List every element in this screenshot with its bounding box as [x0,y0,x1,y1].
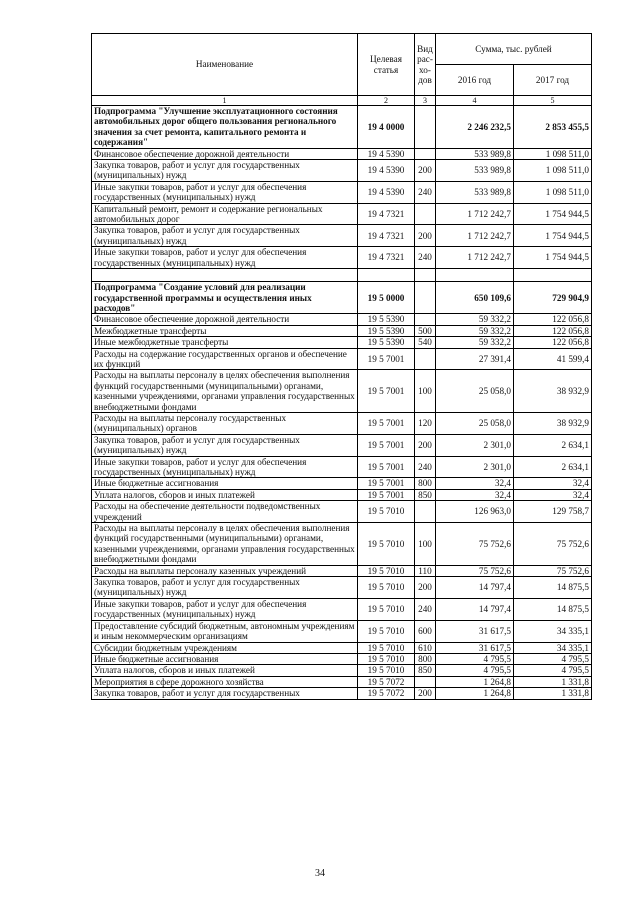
amount-2017-cell: 14 875,5 [514,577,592,599]
code-cell: 19 4 5390 [358,181,415,203]
name-cell: Иные закупки товаров, работ и услуг для обеспечения государственных (муниципальных) нужд [92,247,358,269]
amount-2017-cell: 1 331,8 [514,688,592,699]
amount-2017-cell: 122 056,8 [514,314,592,325]
code-cell: 19 5 7010 [358,565,415,576]
amount-2017-cell: 32,4 [514,489,592,500]
code-cell: 19 5 7010 [358,501,415,523]
amount-2016-cell: 32,4 [436,489,514,500]
code-cell: 19 5 7010 [358,642,415,653]
amount-2016-cell: 59 332,2 [436,325,514,336]
budget-table [91,33,592,700]
amount-2016-cell: 31 617,5 [436,642,514,653]
vid-cell: 100 [415,370,436,413]
name-cell: Уплата налогов, сборов и иных платежей [92,489,358,500]
amount-2017-cell: 2 634,1 [514,456,592,478]
amount-2016-cell: 2 246 232,5 [436,106,514,149]
name-cell: Иные межбюджетные трансферты [92,337,358,348]
code-cell: 19 5 7010 [358,577,415,599]
name-cell: Иные закупки товаров, работ и услуг для обеспечения государственных (муниципальных) нужд [92,181,358,203]
code-cell [358,269,415,282]
amount-2017-cell [514,269,592,282]
spacer-row [92,269,592,282]
amount-2016-cell: 126 963,0 [436,501,514,523]
vid-cell: 240 [415,247,436,269]
amount-2017-cell: 4 795,5 [514,665,592,676]
amount-2016-cell [436,269,514,282]
name-cell: Финансовое обеспечение дорожной деятельности [92,314,358,325]
vid-cell [415,501,436,523]
code-cell: 19 5 7001 [358,412,415,434]
name-cell: Закупка товаров, работ и услуг для государственных [92,688,358,699]
table-row [92,337,592,348]
amount-2017-cell: 1 754 944,5 [514,203,592,225]
code-cell: 19 5 7010 [358,598,415,620]
table-row [92,325,592,336]
code-cell: 19 4 5390 [358,160,415,182]
vid-cell: 110 [415,565,436,576]
table-row [92,478,592,489]
amount-2016-cell: 1 264,8 [436,676,514,687]
name-cell: Закупка товаров, работ и услуг для государственных (муниципальных) нужд [92,160,358,182]
name-cell: Субсидии бюджетным учреждениям [92,642,358,653]
table-body [92,106,592,700]
table-row [92,106,592,149]
header-year-2017: 2017 год [514,65,592,96]
page-number: 34 [315,868,325,879]
table-row [92,653,592,664]
code-cell: 19 5 7001 [358,348,415,370]
table-row [92,412,592,434]
amount-2017-cell: 2 853 455,5 [514,106,592,149]
table-row [92,523,592,566]
vid-cell: 200 [415,688,436,699]
amount-2017-cell: 32,4 [514,478,592,489]
table-row [92,620,592,642]
amount-2017-cell: 4 795,5 [514,653,592,664]
code-cell: 19 5 5390 [358,314,415,325]
vid-cell: 540 [415,337,436,348]
vid-cell: 500 [415,325,436,336]
header-vid: Вид рас-хо-дов [415,34,436,96]
name-cell: Расходы на выплаты персоналу в целях обеспечения выполнения функций государственными (муниципальными) органами, казенными учреждениями, органами управления государственных внебюджетными фондами [92,523,358,566]
vid-cell: 200 [415,225,436,247]
name-cell: Расходы на выплаты персоналу государственных (муниципальных) органов [92,412,358,434]
table-row [92,148,592,159]
table-row [92,370,592,413]
table-row [92,203,592,225]
header-name: Наименование [92,34,358,96]
amount-2017-cell: 1 098 511,0 [514,160,592,182]
column-index-5: 5 [514,96,592,106]
code-cell: 19 4 0000 [358,106,415,149]
header-sum: Сумма, тыс. рублей [436,34,592,65]
table-row [92,314,592,325]
vid-cell: 200 [415,434,436,456]
table-row [92,247,592,269]
name-cell: Капитальный ремонт, ремонт и содержание региональных автомобильных дорог [92,203,358,225]
code-cell: 19 5 7001 [358,478,415,489]
vid-cell [415,148,436,159]
amount-2016-cell: 650 109,6 [436,282,514,314]
table-row [92,676,592,687]
amount-2017-cell: 729 904,9 [514,282,592,314]
amount-2017-cell: 34 335,1 [514,642,592,653]
vid-cell: 240 [415,598,436,620]
table-row [92,565,592,576]
table-row [92,489,592,500]
table-row [92,598,592,620]
amount-2016-cell: 533 989,8 [436,160,514,182]
column-index-4: 4 [436,96,514,106]
amount-2016-cell: 533 989,8 [436,148,514,159]
name-cell: Иные закупки товаров, работ и услуг для обеспечения государственных (муниципальных) нужд [92,598,358,620]
code-cell: 19 4 7321 [358,203,415,225]
code-cell: 19 4 7321 [358,247,415,269]
column-index-1: 1 [92,96,358,106]
name-cell: Иные бюджетные ассигнования [92,653,358,664]
vid-cell [415,269,436,282]
amount-2017-cell: 2 634,1 [514,434,592,456]
code-cell: 19 5 7072 [358,676,415,687]
code-cell: 19 5 5390 [358,325,415,336]
table-row [92,348,592,370]
vid-cell: 240 [415,456,436,478]
amount-2016-cell: 27 391,4 [436,348,514,370]
code-cell: 19 5 7010 [358,665,415,676]
code-cell: 19 5 7010 [358,620,415,642]
amount-2017-cell: 41 599,4 [514,348,592,370]
amount-2016-cell: 59 332,2 [436,314,514,325]
amount-2017-cell: 1 754 944,5 [514,247,592,269]
amount-2016-cell: 25 058,0 [436,412,514,434]
name-cell: Закупка товаров, работ и услуг для государственных (муниципальных) нужд [92,577,358,599]
vid-cell [415,106,436,149]
vid-cell: 240 [415,181,436,203]
amount-2017-cell: 1 331,8 [514,676,592,687]
amount-2017-cell: 122 056,8 [514,325,592,336]
table-row [92,434,592,456]
table-row [92,665,592,676]
table-row [92,501,592,523]
amount-2017-cell: 1 098 511,0 [514,148,592,159]
vid-cell: 600 [415,620,436,642]
column-index-2: 2 [358,96,415,106]
table-row [92,642,592,653]
table-row [92,160,592,182]
code-cell: 19 5 7001 [358,370,415,413]
amount-2017-cell: 75 752,6 [514,523,592,566]
amount-2017-cell: 38 932,9 [514,370,592,413]
amount-2016-cell: 25 058,0 [436,370,514,413]
name-cell [92,269,358,282]
code-cell: 19 4 5390 [358,148,415,159]
name-cell: Уплата налогов, сборов и иных платежей [92,665,358,676]
code-cell: 19 5 7010 [358,653,415,664]
vid-cell [415,314,436,325]
amount-2016-cell: 1 712 242,7 [436,225,514,247]
name-cell: Закупка товаров, работ и услуг для государственных (муниципальных) нужд [92,225,358,247]
vid-cell: 800 [415,653,436,664]
code-cell: 19 4 7321 [358,225,415,247]
code-cell: 19 5 7072 [358,688,415,699]
amount-2017-cell: 38 932,9 [514,412,592,434]
amount-2017-cell: 1 754 944,5 [514,225,592,247]
vid-cell: 800 [415,478,436,489]
column-index-3: 3 [415,96,436,106]
code-cell: 19 5 7001 [358,456,415,478]
vid-cell [415,203,436,225]
amount-2016-cell: 75 752,6 [436,565,514,576]
amount-2017-cell: 1 098 511,0 [514,181,592,203]
vid-cell [415,282,436,314]
name-cell: Расходы на выплаты персоналу в целях обеспечения выполнения функций государственными (муниципальными) органами, казенными учреждениями, органами управления государственных внебюджетными фондами [92,370,358,413]
name-cell: Предоставление субсидий бюджетным, автономным учреждениям и иным некоммерческим организациям [92,620,358,642]
amount-2016-cell: 14 797,4 [436,598,514,620]
table-row [92,181,592,203]
amount-2017-cell: 122 056,8 [514,337,592,348]
vid-cell [415,676,436,687]
table-row [92,225,592,247]
amount-2016-cell: 533 989,8 [436,181,514,203]
name-cell: Иные закупки товаров, работ и услуг для обеспечения государственных (муниципальных) нужд [92,456,358,478]
amount-2016-cell: 1 264,8 [436,688,514,699]
name-cell: Подпрограмма "Улучшение эксплуатационного состояния автомобильных дорог общего пользования регионального значения за счет ремонта, капитального ремонта и содержания" [92,106,358,149]
name-cell: Финансовое обеспечение дорожной деятельности [92,148,358,159]
header-code: Целевая статья [358,34,415,96]
vid-cell [415,348,436,370]
amount-2017-cell: 75 752,6 [514,565,592,576]
vid-cell: 120 [415,412,436,434]
amount-2016-cell: 2 301,0 [436,434,514,456]
code-cell: 19 5 5390 [358,337,415,348]
table-row [92,456,592,478]
name-cell: Межбюджетные трансферты [92,325,358,336]
amount-2016-cell: 14 797,4 [436,577,514,599]
vid-cell: 850 [415,489,436,500]
code-cell: 19 5 7001 [358,434,415,456]
vid-cell: 100 [415,523,436,566]
code-cell: 19 5 7001 [358,489,415,500]
name-cell: Расходы на содержание государственных органов и обеспечение их функций [92,348,358,370]
amount-2016-cell: 32,4 [436,478,514,489]
vid-cell: 610 [415,642,436,653]
name-cell: Расходы на обеспечение деятельности подведомственных учреждений [92,501,358,523]
amount-2017-cell: 34 335,1 [514,620,592,642]
vid-cell: 200 [415,577,436,599]
code-cell: 19 5 7010 [358,523,415,566]
amount-2016-cell: 1 712 242,7 [436,247,514,269]
amount-2016-cell: 4 795,5 [436,653,514,664]
name-cell: Иные бюджетные ассигнования [92,478,358,489]
table-row [92,577,592,599]
amount-2016-cell: 31 617,5 [436,620,514,642]
code-cell: 19 5 0000 [358,282,415,314]
name-cell: Подпрограмма "Создание условий для реализации государственной программы и осуществления иных расходов" [92,282,358,314]
vid-cell: 200 [415,160,436,182]
amount-2016-cell: 4 795,5 [436,665,514,676]
amount-2016-cell: 75 752,6 [436,523,514,566]
amount-2016-cell: 2 301,0 [436,456,514,478]
name-cell: Закупка товаров, работ и услуг для государственных (муниципальных) нужд [92,434,358,456]
header-year-2016: 2016 год [436,65,514,96]
table-row [92,282,592,314]
budget-table-page [91,33,591,700]
name-cell: Мероприятия в сфере дорожного хозяйства [92,676,358,687]
amount-2017-cell: 129 758,7 [514,501,592,523]
amount-2016-cell: 1 712 242,7 [436,203,514,225]
amount-2016-cell: 59 332,2 [436,337,514,348]
amount-2017-cell: 14 875,5 [514,598,592,620]
name-cell: Расходы на выплаты персоналу казенных учреждений [92,565,358,576]
vid-cell: 850 [415,665,436,676]
table-row [92,688,592,699]
